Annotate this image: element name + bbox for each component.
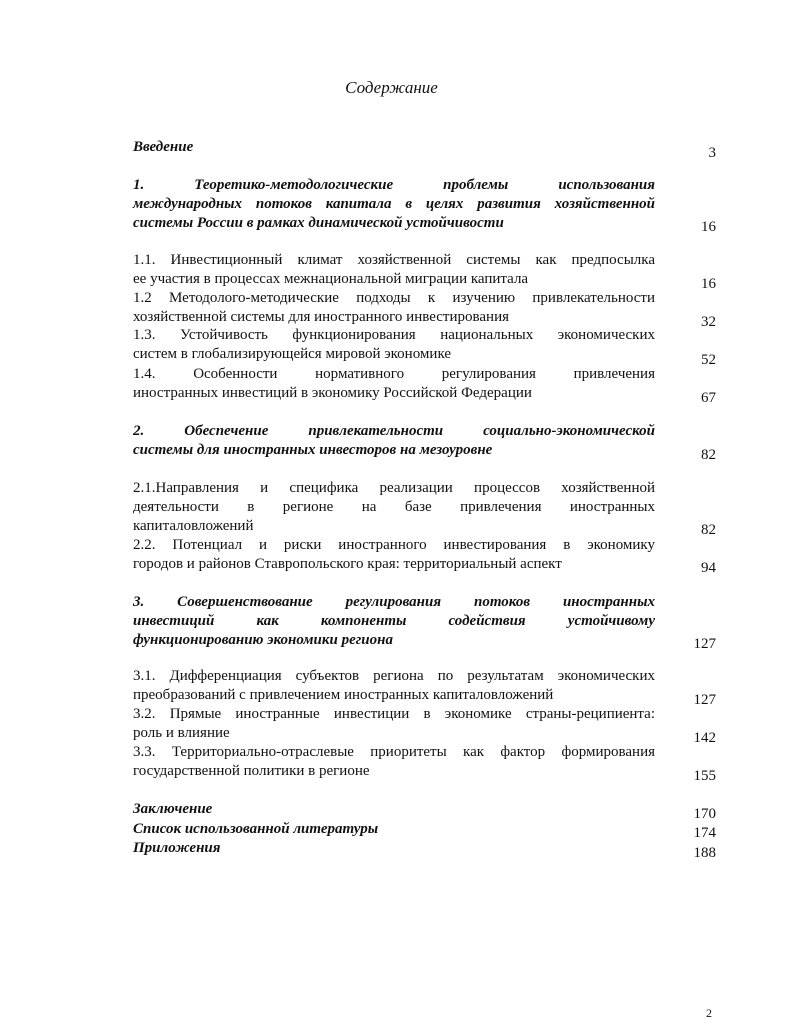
page-number: 2 [706, 1006, 712, 1020]
page-title: Содержание [345, 78, 438, 97]
section-2-2 [133, 536, 655, 574]
toc-appendices-page: 188 [693, 845, 716, 861]
chapter-2-page: 82 [701, 447, 716, 463]
section-3-3 [133, 743, 655, 781]
chapter-1-line-2: международных потоков капитала в целях развития хозяйственной [133, 196, 655, 212]
section-1-2-page: 32 [701, 314, 716, 330]
section-3-1-line-2: преобразований с привлечением иностранных капиталовложений [133, 687, 554, 703]
section-1-3-line-1: 1.3. Устойчивость функционирования национальных экономических [133, 327, 655, 343]
section-1-4-page: 67 [701, 390, 716, 406]
section-2-1-line-1: 2.1.Направления и специфика реализации процессов хозяйственной [133, 480, 655, 496]
section-3-2-line-1: 3.2. Прямые иностранные инвестиции в экономике страны-реципиента: [133, 706, 655, 722]
section-1-2-line-2: хозяйственной системы для иностранного инвестирования [133, 309, 510, 325]
chapter-1-line-3: системы России в рамках динамической устойчивости [133, 215, 504, 231]
toc-conclusion-label: Заключение [133, 801, 213, 817]
section-3-1 [133, 667, 655, 705]
section-1-3-line-2: систем в глобализирующейся мировой экономике [133, 346, 452, 362]
section-2-2-page: 94 [701, 560, 716, 576]
chapter-2-line-2: системы для иностранных инвесторов на мезоуровне [133, 442, 493, 458]
toc-intro-page: 3 [708, 145, 716, 161]
chapter-2-line-1: 2. Обеспечение привлекательности социально-экономической [133, 423, 655, 439]
section-3-2-page: 142 [693, 730, 716, 746]
section-1-4 [133, 365, 655, 403]
section-2-1-page: 82 [701, 522, 716, 538]
section-1-3-page: 52 [701, 352, 716, 368]
section-3-3-line-2: государственной политики в регионе [133, 763, 370, 779]
section-3-3-line-1: 3.3. Территориально-отраслевые приоритеты как фактор формирования [133, 744, 655, 760]
toc-appendices-label: Приложения [133, 840, 221, 856]
chapter-1-title [133, 176, 655, 233]
chapter-3-line-1: 3. Совершенствование регулирования потоков иностранных [133, 594, 655, 610]
section-1-1-line-2: ее участия в процессах межнациональной миграции капитала [133, 271, 529, 287]
section-1-3 [133, 326, 655, 364]
section-3-2 [133, 705, 655, 743]
section-3-1-page: 127 [693, 692, 716, 708]
section-3-2-line-2: роль и влияние [133, 725, 230, 741]
section-3-3-page: 155 [693, 768, 716, 784]
section-1-4-line-1: 1.4. Особенности нормативного регулирования привлечения [133, 366, 655, 382]
chapter-3-line-2: инвестиций как компоненты содействия устойчивому [133, 613, 655, 629]
section-1-1-line-1: 1.1. Инвестиционный климат хозяйственной системы как предпосылка [133, 252, 655, 268]
section-2-1-line-3: капиталовложений [133, 518, 254, 534]
section-2-2-line-1: 2.2. Потенциал и риски иностранного инвестирования в экономику [133, 537, 655, 553]
section-1-1-page: 16 [701, 276, 716, 292]
section-2-2-line-2: городов и районов Ставропольского края: территориальный аспект [133, 556, 562, 572]
toc-references-label: Список использованной литературы [133, 821, 379, 837]
chapter-3-line-3: функционированию экономики региона [133, 632, 393, 648]
chapter-3-page: 127 [693, 636, 716, 652]
chapter-3-title [133, 593, 655, 650]
chapter-1-line-1: 1. Теоретико-методологические проблемы использования [133, 177, 655, 193]
section-1-2-line-1: 1.2 Методолого-методические подходы к изучению привлекательности [133, 290, 655, 306]
section-1-2 [133, 289, 655, 327]
chapter-2-title [133, 422, 655, 460]
toc-references-page: 174 [693, 825, 716, 841]
section-3-1-line-1: 3.1. Дифференциация субъектов региона по результатам экономических [133, 668, 655, 684]
section-2-1 [133, 479, 655, 536]
toc-conclusion-page: 170 [693, 806, 716, 822]
section-1-4-line-2: иностранных инвестиций в экономику Российской Федерации [133, 385, 532, 401]
section-2-1-line-2: деятельности в регионе на базе привлечения иностранных [133, 499, 655, 515]
section-1-1 [133, 251, 655, 289]
toc-intro-label: Введение [133, 139, 194, 155]
chapter-1-page: 16 [701, 219, 716, 235]
